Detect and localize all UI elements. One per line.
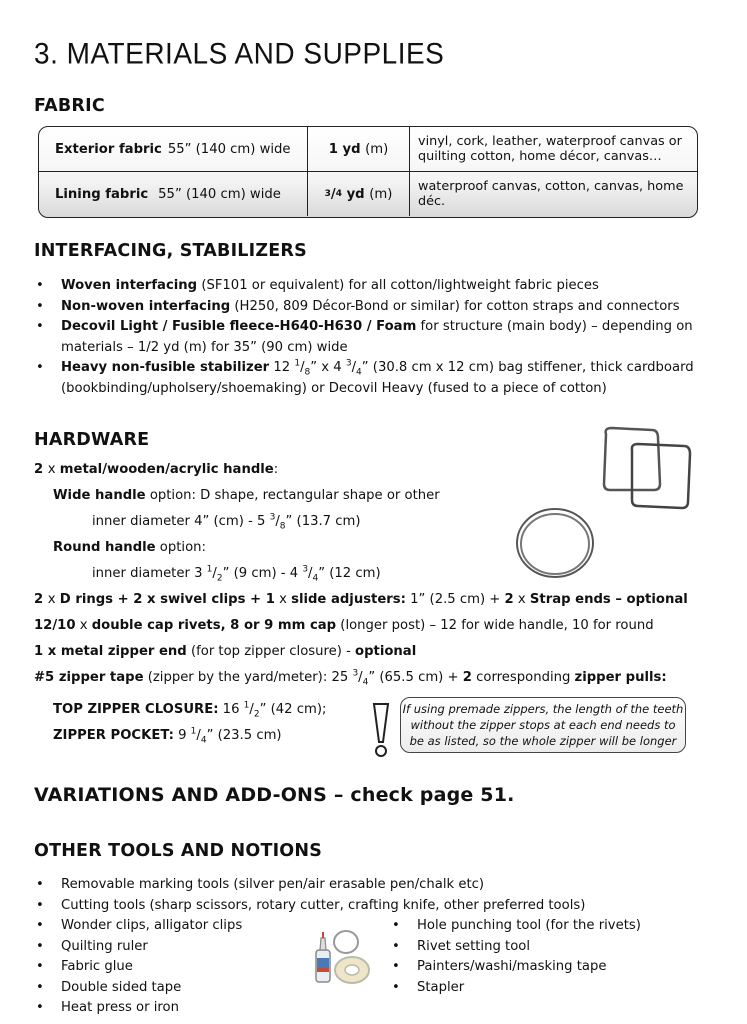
fabric-width: 55” (140 cm) wide — [167, 141, 291, 157]
list-item: • Rivet setting tool — [392, 937, 712, 958]
fabric-unit: (m) — [369, 186, 393, 202]
fabric-table — [38, 126, 698, 218]
square-handles-icon — [596, 424, 696, 512]
fabric-heading: FABRIC — [34, 96, 105, 116]
list-item: ZIPPER POCKET: 9 $^1/_4$” (23.5 cm) — [53, 726, 282, 746]
fabric-notes: waterproof canvas, cotton, canvas, home — [418, 179, 684, 194]
fabric-qty: yd — [346, 186, 365, 202]
list-item: inner diameter 4” (cm) - 5 $^3/_8$” (13.7 cm) — [92, 512, 361, 532]
interfacing-list — [36, 276, 716, 399]
list-item: • Painters/washi/masking tape — [392, 957, 712, 978]
glue-and-tape-icon — [306, 928, 372, 986]
list-item: TOP ZIPPER CLOSURE: 16 $^1/_2$” (42 cm); — [53, 700, 327, 720]
fabric-notes: déc. — [418, 194, 446, 209]
list-item: Wide handle option: D shape, rectangular shape or other — [53, 488, 440, 503]
note-text: be as listed, so the whole zipper will be longer — [409, 734, 677, 748]
list-item: • Stapler — [392, 978, 712, 999]
list-item: 2 x D rings + 2 x swivel clips + 1 x slide adjusters: 1” (2.5 cm) + 2 x Strap ends – optional — [34, 592, 688, 607]
table-row — [39, 127, 697, 172]
round-handles-icon — [510, 503, 600, 583]
fabric-notes: quilting cotton, home décor, canvas… — [418, 149, 662, 164]
zipper-note — [400, 697, 686, 753]
page-title: 3. MATERIALS AND SUPPLIES — [34, 37, 445, 70]
list-item: 12/10 x double cap rivets, 8 or 9 mm cap (longer post) – 12 for wide handle, 10 for round — [34, 618, 654, 633]
list-item: • Wonder clips, alligator clips — [36, 916, 366, 937]
fabric-width: 55” (140 cm) wide — [158, 186, 281, 202]
list-item: • Fabric glue — [36, 957, 366, 978]
list-item: • Decovil Light / Fusible fleece-H640-H630 / Foam for structure (main body) – depending on materials – 1/2 yd (m) for 35” (90 cm) wide — [36, 317, 716, 358]
list-item: • Heavy non-fusible stabilizer 12 $^1/_8$” x 4 $^3/_4$” (30.8 cm x 12 cm) bag stiffener, thick cardboard (bookbinding/upholsery/shoemaking) or Decovil Heavy (fused to a piece of cotton) — [36, 358, 716, 399]
note-text: without the zipper stops at each end needs to — [410, 718, 676, 732]
list-item: • Non-woven interfacing (H250, 809 Décor-Bond or similar) for cotton straps and connectors — [36, 297, 716, 318]
fabric-unit: (m) — [365, 141, 389, 157]
fabric-name: Exterior fabric — [55, 141, 162, 157]
tools-heading: OTHER TOOLS AND NOTIONS — [34, 841, 323, 861]
list-item: • Woven interfacing (SF101 or equivalent) for all cotton/lightweight fabric pieces — [36, 276, 716, 297]
list-item: inner diameter 3 $^1/_2$” (9 cm) - 4 $^3/_4$” (12 cm) — [92, 564, 381, 584]
list-item: • Hole punching tool (for the rivets) — [392, 916, 712, 937]
note-text: If using premade zippers, the length of the teeth — [402, 702, 684, 716]
exclamation-icon — [368, 702, 394, 758]
list-item: • Cutting tools (sharp scissors, rotary cutter, crafting knife, other preferred tools) — [36, 896, 726, 917]
list-item: Round handle option: — [53, 540, 206, 555]
list-item: • Double sided tape — [36, 978, 366, 999]
table-row: Lining fabric 55” (140 cm) wide 3 / 4 yd (m) waterproof canvas, cotton, canvas, home déc. — [39, 172, 697, 216]
list-item: • Quilting ruler — [36, 937, 366, 958]
tools-list — [36, 875, 726, 916]
fabric-qty: 1 yd — [328, 141, 361, 157]
list-item: • Removable marking tools (silver pen/air erasable pen/chalk etc) — [36, 875, 726, 896]
list-item: 1 x metal zipper end (for top zipper closure) - optional — [34, 644, 417, 659]
hardware-heading: HARDWARE — [34, 430, 150, 450]
tools-list-right — [392, 916, 712, 998]
interfacing-heading: INTERFACING, STABILIZERS — [34, 241, 307, 261]
variations-heading: VARIATIONS AND ADD-ONS – check page 51. — [34, 784, 515, 806]
fabric-name: Lining fabric — [55, 186, 149, 202]
fabric-notes: vinyl, cork, leather, waterproof canvas or — [418, 134, 682, 149]
list-item: 2 x metal/wooden/acrylic handle: — [34, 462, 279, 477]
list-item: #5 zipper tape (zipper by the yard/meter): 25 $^3/_4$” (65.5 cm) + 2 corresponding zipper pulls: — [34, 668, 667, 688]
list-item: • Heat press or iron — [36, 998, 366, 1019]
